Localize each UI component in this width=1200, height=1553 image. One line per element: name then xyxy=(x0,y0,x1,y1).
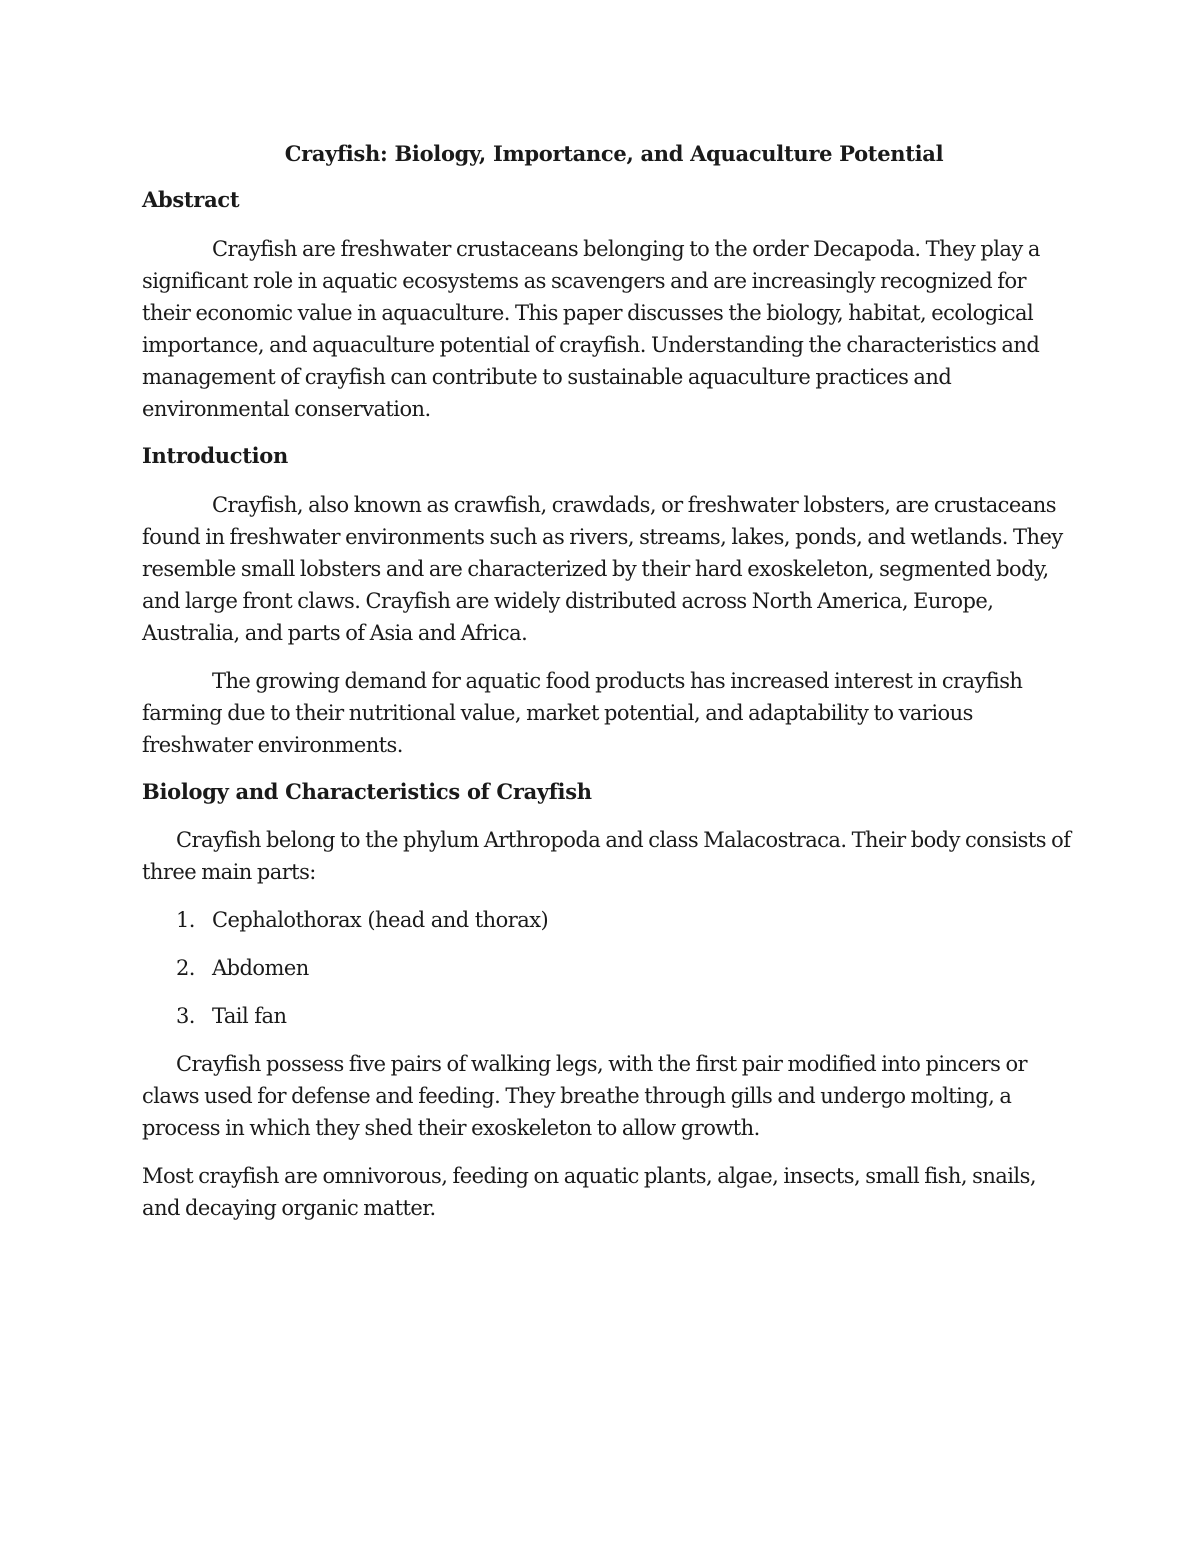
list-item-text: Tail fan xyxy=(212,1004,287,1028)
abstract-heading: Abstract xyxy=(142,187,240,212)
abstract-paragraph: Crayfish are freshwater crustaceans belonging to the order Decapoda. They play a significant role in aquatic ecosystems as scavengers and are increasingly recognized for their economic value in aquaculture. This paper discusses the biology, habitat, ecological importance, and aquaculture potential of crayfish. Understanding the characteristics and management of crayfish can contribute to sustainable aquaculture practices and environmental conservation. xyxy=(142,237,1040,421)
biology-heading: Biology and Characteristics of Crayfish xyxy=(142,779,592,804)
biology-paragraph: Most crayfish are omnivorous, feeding on aquatic plants, algae, insects, small fish, snails, and decaying organic matter. xyxy=(142,1164,1036,1220)
introduction-paragraph: The growing demand for aquatic food products has increased interest in crayfish farming due to their nutritional value, market potential, and adaptability to various freshwater environments. xyxy=(142,669,1023,757)
biology-paragraph: Crayfish belong to the phylum Arthropoda and class Malacostraca. Their body consists of three main parts: xyxy=(142,828,1071,884)
body-parts-list xyxy=(142,904,1072,1032)
list-item-number: 2. xyxy=(176,956,195,980)
document-body xyxy=(142,138,1072,1224)
list-item-number: 3. xyxy=(176,1004,195,1028)
list-item xyxy=(142,904,1072,936)
introduction-paragraph: Crayfish, also known as crawfish, crawdads, or freshwater lobsters, are crustaceans found in freshwater environments such as rivers, streams, lakes, ponds, and wetlands. They resemble small lobsters and are characterized by their hard exoskeleton, segmented body, and large front claws. Crayfish are widely distributed across North America, Europe, Australia, and parts of Asia and Africa. xyxy=(142,493,1063,645)
list-item xyxy=(142,1000,1072,1032)
list-item-text: Cephalothorax (head and thorax) xyxy=(212,908,549,932)
biology-paragraph: Crayfish possess five pairs of walking legs, with the first pair modified into pincers or claws used for defense and feeding. They breathe through gills and undergo molting, a process in which they shed their exoskeleton to allow growth. xyxy=(142,1052,1028,1140)
document-title: Crayfish: Biology, Importance, and Aquaculture Potential xyxy=(284,141,944,166)
list-item-text: Abdomen xyxy=(212,956,309,980)
list-item-number: 1. xyxy=(176,908,195,932)
introduction-heading: Introduction xyxy=(142,443,288,468)
list-item xyxy=(142,952,1072,984)
